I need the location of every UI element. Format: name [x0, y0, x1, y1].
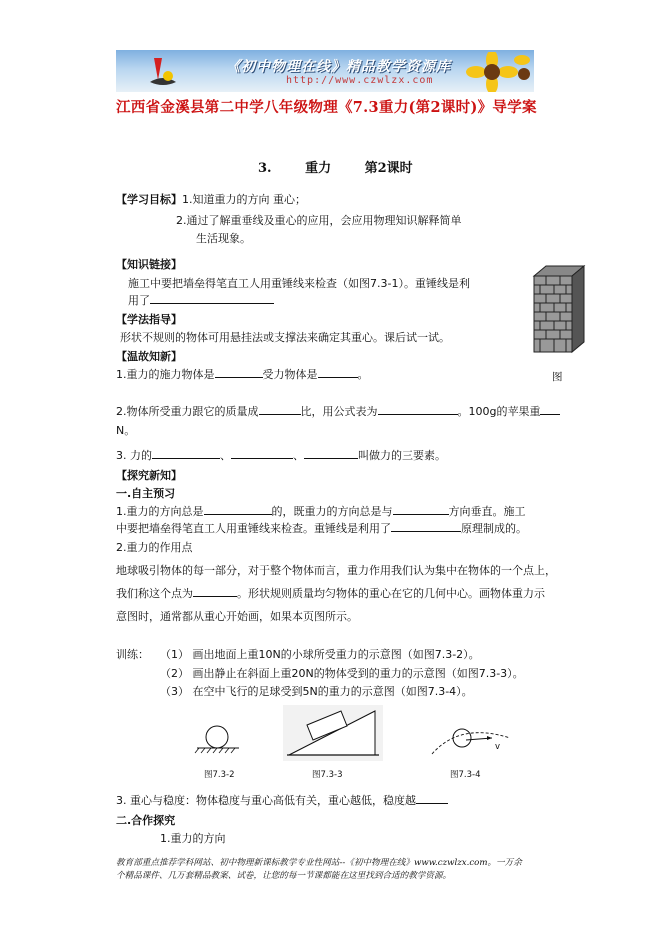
answer-blank[interactable]	[318, 368, 358, 378]
objective-item-2-cont: 生活现象。	[196, 232, 251, 245]
method-guide-text: 形状不规则的物体可用悬挂法或支撑法来确定其重心。课后试一试。	[120, 331, 450, 344]
banner-title: 《初中物理在线》精品教学资源库	[226, 59, 451, 75]
review-label: 【温故知新】	[116, 350, 182, 363]
answer-blank[interactable]	[150, 294, 274, 304]
answer-blank[interactable]	[391, 522, 461, 532]
objective-item-2: 2.通过了解重垂线及重心的应用，会应用物理知识解释简单	[176, 214, 462, 227]
explore-p2: 2.重力的作用点	[116, 541, 193, 554]
answer-blank[interactable]	[416, 794, 448, 804]
velocity-label: v	[495, 742, 501, 752]
training-item-1: （1） 画出地面上重10N的小球所受重力的示意图（如图7.3-2）。	[160, 648, 480, 661]
training-item-3: （3） 在空中飞行的足球受到5N的重力的示意图（如图7.3-4）。	[160, 685, 473, 698]
review-q2-unit: N。	[116, 424, 136, 437]
document-title: 江西省金溪县第二中学八年级物理《7.3重力(第2课时)》导学案	[116, 99, 537, 116]
cooperate-item-1: 1.重力的方向	[160, 832, 226, 845]
explore-p1-cont: 中要把墙垒得笔直工人用重锤线来检查。重锤线是利用了 原理制成的。	[116, 522, 527, 535]
knowledge-link-label: 【知识链接】	[116, 258, 182, 271]
brick-wall-figure	[532, 262, 586, 354]
explore-label: 【探究新知】	[116, 469, 182, 482]
answer-blank[interactable]	[231, 449, 293, 459]
answer-blank[interactable]	[152, 449, 220, 459]
answer-blank[interactable]	[378, 405, 458, 415]
footer-line-1: 教育部重点推荐学科网站、初中物理新课标教学专业性网站--《初中物理在线》www.czwlzx.com。一万余	[116, 858, 522, 868]
method-guide-label: 【学法指导】	[116, 313, 182, 326]
answer-blank[interactable]	[540, 405, 560, 415]
objective-item-1: 1.知道重力的方向 重心；	[182, 193, 306, 206]
answer-blank[interactable]	[259, 405, 301, 415]
caption-fig-7-3-4: 图7.3-4	[450, 770, 481, 780]
explore-p1: 1.重力的方向总是 的，既重力的方向总是与 方向垂直。施工	[116, 505, 526, 518]
knowledge-link-text: 施工中要把墙垒得笔直工人用重锤线来检查（如图7.3-1）。重锤线是利	[128, 277, 470, 290]
banner-url: http://www.czwlzx.com	[286, 75, 434, 86]
answer-blank[interactable]	[204, 505, 272, 515]
figure-label: 图	[552, 371, 563, 383]
explore-p3: 地球吸引物体的每一部分，对于整个物体而言，重力作用我们认为集中在物体的一个点上，	[116, 564, 556, 577]
caption-fig-7-3-2: 图7.3-2	[204, 770, 235, 780]
review-q3: 3. 力的 、 、 叫做力的三要素。	[116, 449, 446, 462]
answer-blank[interactable]	[304, 449, 358, 459]
site-banner	[116, 50, 534, 92]
footer-line-2: 个精品课件、几万套精品教案、试卷，让您的每一节课都能在这里找到合适的教学资源。	[116, 871, 452, 881]
stability-question: 3. 重心与稳度：物体稳度与重心高低有关，重心越低，稳度越	[116, 792, 448, 808]
flying-ball-figure	[430, 720, 514, 760]
ball-on-ground-figure	[193, 722, 245, 758]
answer-blank[interactable]	[393, 505, 449, 515]
explore-p5: 意图时，通常都从重心开始画，如果本页图所示。	[116, 610, 358, 623]
lesson-heading: 3. 重力 第2课时	[258, 161, 413, 176]
site-logo-icon	[146, 54, 180, 88]
section-self-preview: 一.自主预习	[116, 487, 176, 500]
caption-fig-7-3-3: 图7.3-3	[312, 770, 343, 780]
block-on-incline-figure	[283, 705, 383, 761]
objectives-label: 【学习目标】	[116, 193, 182, 206]
explore-p4: 我们称这个点为 。形状规则质量均匀物体的重心在它的几何中心。画物体重力示	[116, 587, 545, 600]
review-q2: 2.物体所受重力跟它的质量成 比，用公式表为 。100g的苹果重	[116, 403, 560, 419]
training-item-2: （2） 画出静止在斜面上重20N的物体受到的重力的示意图（如图7.3-3）。	[160, 667, 524, 680]
knowledge-link-text-2: 用了	[128, 292, 274, 308]
review-q1: 1.重力的施力物体是 受力物体是 。	[116, 368, 369, 381]
answer-blank[interactable]	[193, 587, 237, 597]
training-label: 训练：	[116, 648, 149, 661]
answer-blank[interactable]	[215, 368, 263, 378]
section-cooperate: 二.合作探究	[116, 814, 176, 827]
objectives-block	[116, 191, 306, 207]
sunflower-icon	[462, 52, 532, 92]
